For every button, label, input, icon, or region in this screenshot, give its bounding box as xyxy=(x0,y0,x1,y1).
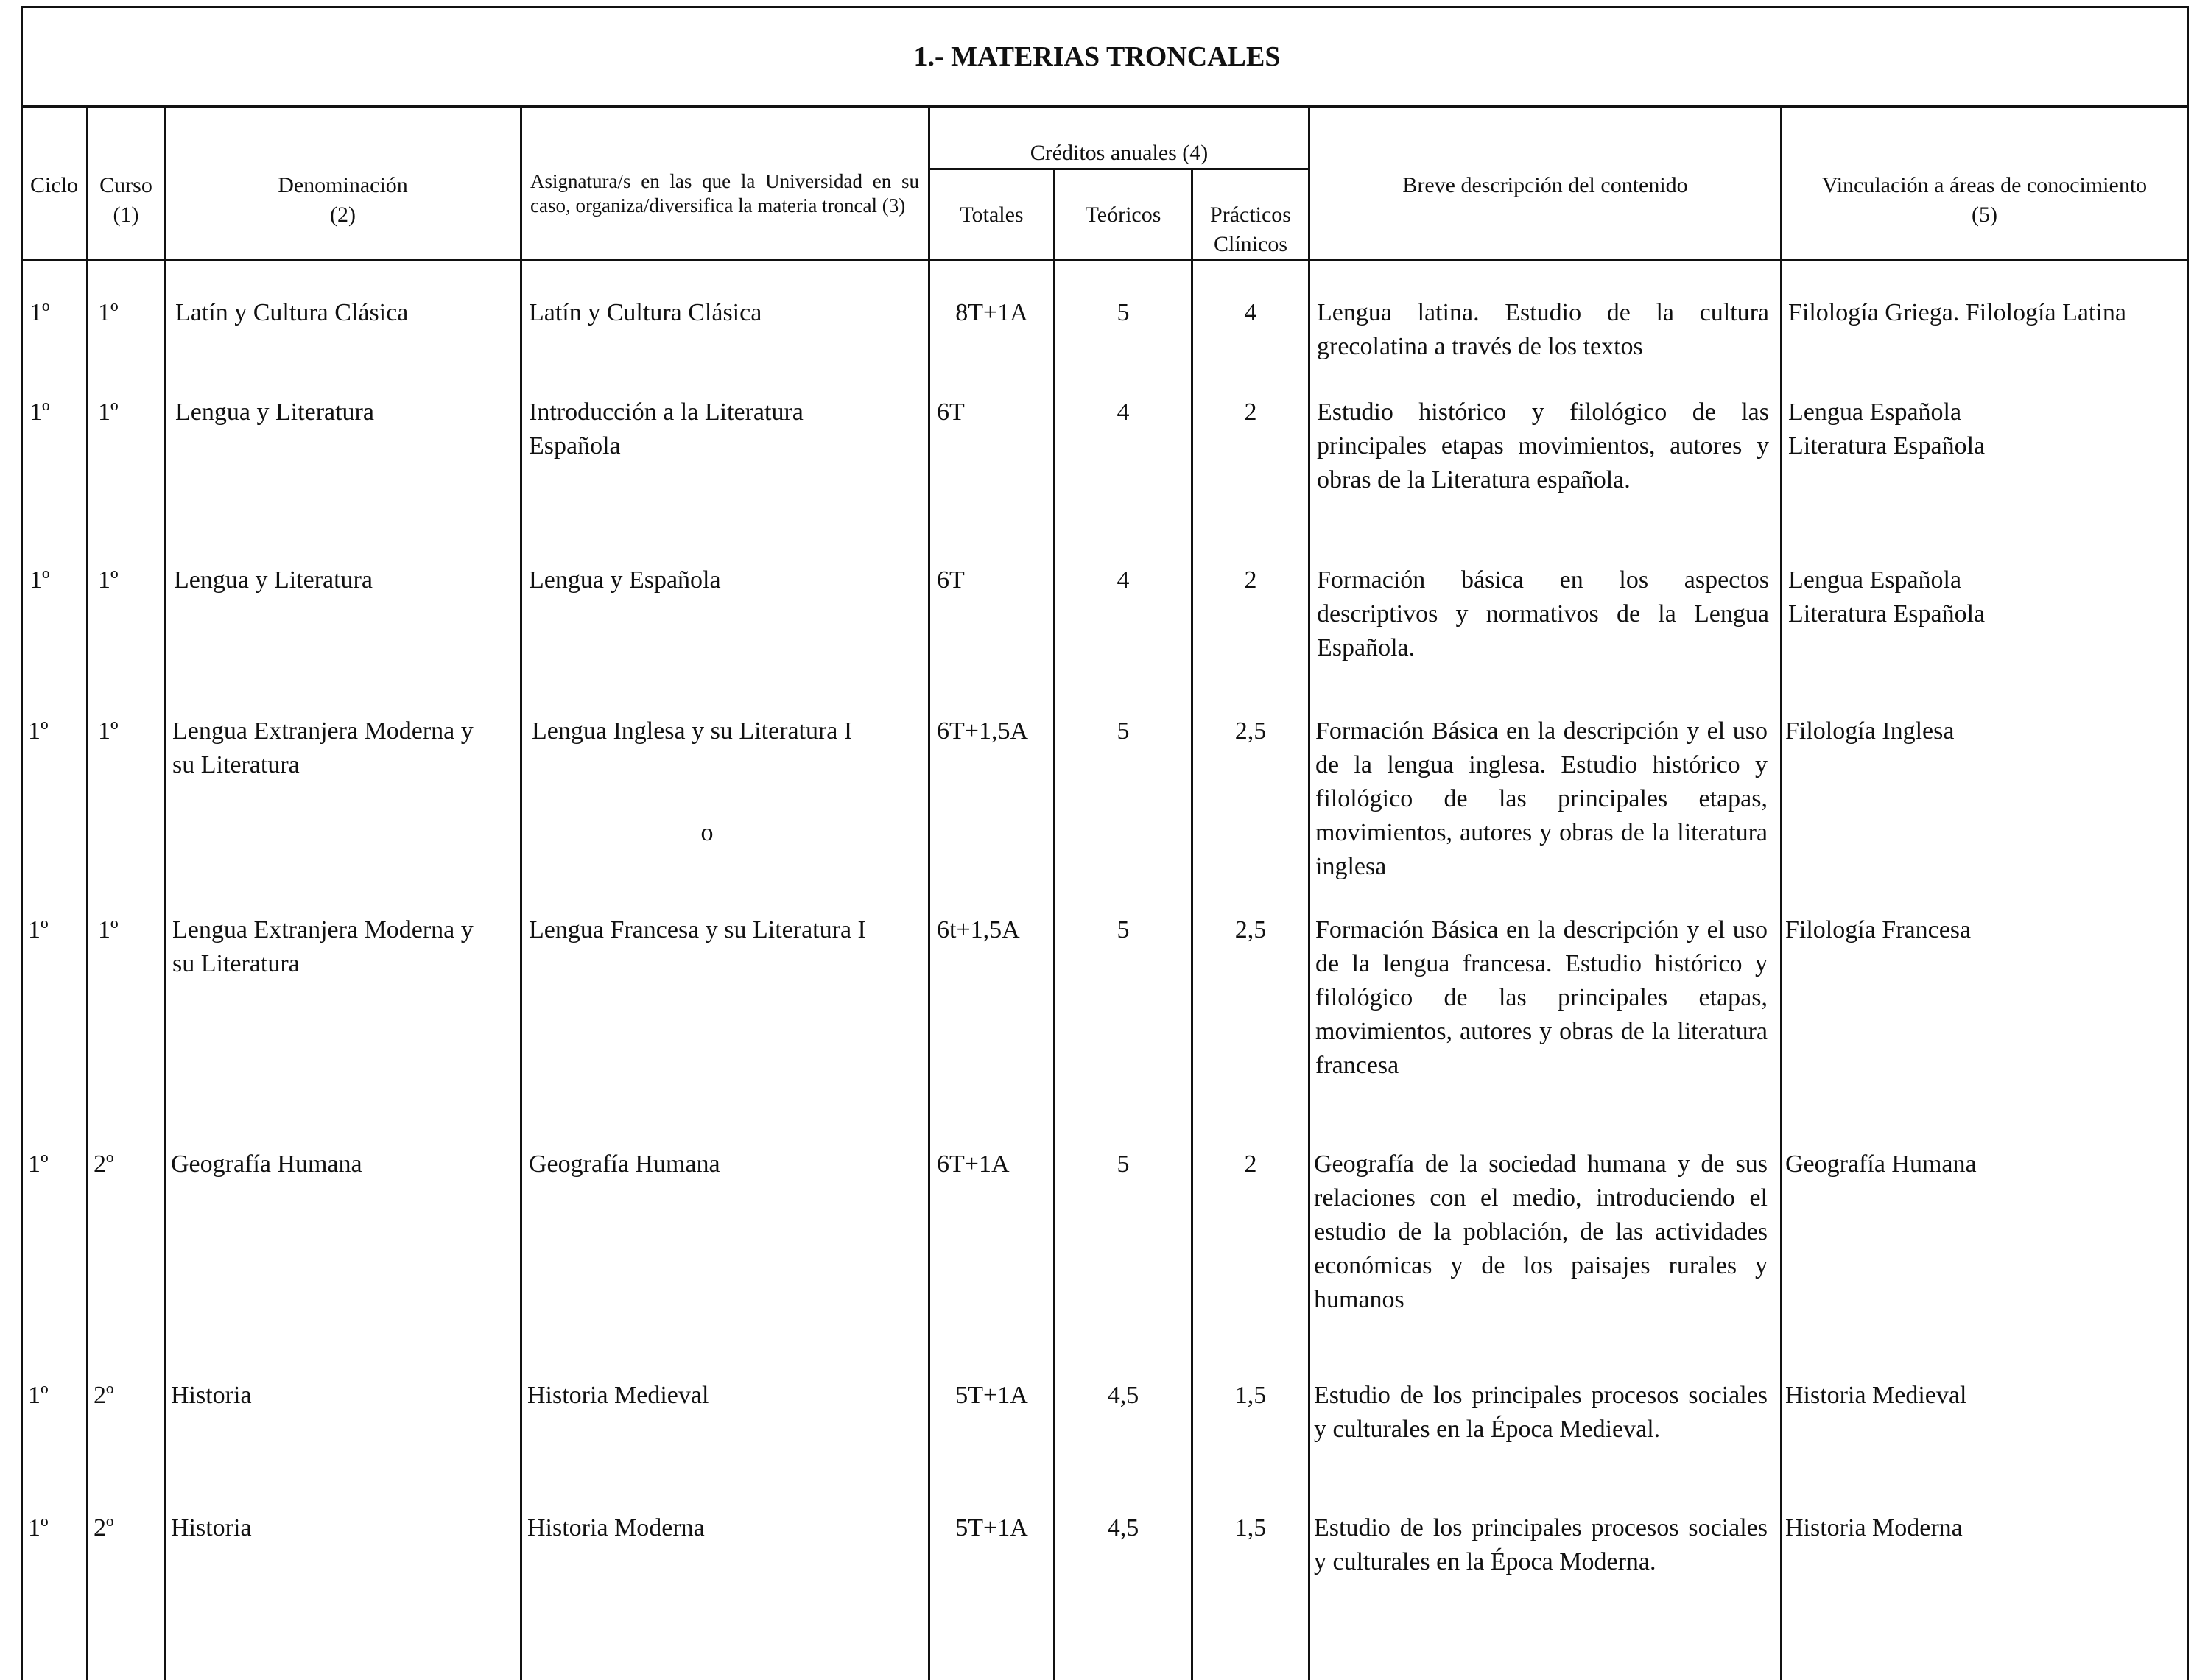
header-descripcion: Breve descripción del contenido xyxy=(1402,173,1688,197)
cell-asignatura-line: Introducción a la Literatura xyxy=(529,398,804,426)
cell-asignatura-extra: o xyxy=(700,819,714,846)
cell-practicos: 1,5 xyxy=(1234,1382,1267,1409)
cell-totales: 6T+1,5A xyxy=(937,717,1028,745)
cell-descripcion: Geografía de la sociedad humana y de sus relaciones con el medio, introduciendo el estudio de la población, de las actividades económicas y de los paisajes rurales y humanos xyxy=(1314,1150,1768,1313)
header-asignatura: Asignatura/s en las que la Universidad en su caso, organiza/diversifica la materia troncal (3) xyxy=(530,170,919,217)
cell-curso: 1º xyxy=(98,566,119,594)
cell-asignatura-line: Española xyxy=(529,432,621,460)
header-totales: Totales xyxy=(960,203,1024,227)
cell-practicos: 2 xyxy=(1244,566,1257,594)
cell-descripcion: Formación básica en los aspectos descriptivos y normativos de la Lengua Española. xyxy=(1317,566,1769,661)
cell-practicos: 2,5 xyxy=(1234,916,1267,943)
cell-denominacion-line: Lengua Extranjera Moderna y xyxy=(172,717,474,745)
cell-asignatura: Lengua Inglesa y su Literatura I xyxy=(532,717,853,745)
cell-vinculacion: Filología Francesa xyxy=(1785,916,1972,943)
cell-ciclo: 1º xyxy=(28,717,49,745)
cell-descripcion: Estudio de los principales procesos sociales y culturales en la Época Medieval. xyxy=(1314,1382,1768,1443)
cell-vinculacion-line: Lengua Española xyxy=(1788,566,1962,594)
cell-totales: 8T+1A xyxy=(955,299,1028,326)
cell-asignatura: Lengua Francesa y su Literatura I xyxy=(529,916,866,943)
cell-curso: 2º xyxy=(94,1150,114,1178)
header-curso-note: (1) xyxy=(113,203,139,227)
cell-totales: 6t+1,5A xyxy=(937,916,1020,943)
header-denominacion-label: Denominación xyxy=(278,173,408,197)
cell-ciclo: 1º xyxy=(29,398,50,426)
cell-asignatura: Lengua y Española xyxy=(529,566,721,594)
creditos-subheader-line xyxy=(928,168,1309,170)
col-line-asignatura xyxy=(928,105,930,1680)
header-curso xyxy=(88,171,164,230)
cell-denominacion-line: Lengua Extranjera Moderna y xyxy=(172,916,474,943)
cell-curso: 1º xyxy=(98,299,119,326)
cell-denominacion: Lengua y Literatura xyxy=(174,566,373,594)
cell-vinculacion: Geografía Humana xyxy=(1785,1150,1977,1178)
cell-curso: 1º xyxy=(98,398,119,426)
col-line-curso xyxy=(164,105,166,1680)
header-practicos xyxy=(1193,200,1308,259)
cell-vinculacion: Historia Medieval xyxy=(1785,1382,1967,1409)
table-top-border xyxy=(21,6,2189,8)
header-curso-label: Curso xyxy=(99,173,152,197)
cell-vinculacion xyxy=(1788,396,1985,463)
cell-ciclo: 1º xyxy=(28,916,49,943)
col-line-descripcion xyxy=(1780,105,1782,1680)
cell-denominacion: Historia xyxy=(171,1514,252,1542)
cell-descripcion: Estudio de los principales procesos sociales y culturales en la Época Moderna. xyxy=(1314,1514,1768,1575)
cell-denominacion: Geografía Humana xyxy=(171,1150,362,1178)
cell-teoricos: 4,5 xyxy=(1107,1382,1139,1409)
cell-vinculacion-line: Literatura Española xyxy=(1788,432,1986,460)
header-vinculacion-note: (5) xyxy=(1972,203,1997,227)
cell-descripcion: Estudio histórico y filológico de las principales etapas movimientos, autores y obras de la Literatura española. xyxy=(1317,398,1769,493)
cell-practicos: 1,5 xyxy=(1234,1514,1267,1542)
cell-descripcion: Lengua latina. Estudio de la cultura grecolatina a través de los textos xyxy=(1317,299,1769,360)
cell-vinculacion xyxy=(1788,563,1985,631)
cell-curso: 2º xyxy=(94,1382,114,1409)
header-clinicos-label: Clínicos xyxy=(1213,232,1287,256)
cell-curso: 2º xyxy=(94,1514,114,1542)
cell-totales: 6T xyxy=(937,566,965,594)
header-vinculacion xyxy=(1782,171,2187,230)
cell-ciclo: 1º xyxy=(29,299,50,326)
header-teoricos: Teóricos xyxy=(1085,203,1161,227)
header-separator xyxy=(21,259,2189,261)
cell-denominacion xyxy=(172,714,474,782)
cell-practicos: 4 xyxy=(1244,299,1257,326)
cell-denominacion: Lengua y Literatura xyxy=(175,398,374,426)
col-line-practicos xyxy=(1308,105,1310,1680)
cell-vinculacion: Filología Griega. Filología Latina xyxy=(1788,299,2126,326)
cell-denominacion-line: su Literatura xyxy=(172,950,300,977)
cell-teoricos: 4,5 xyxy=(1107,1514,1139,1542)
cell-descripcion: Formación Básica en la descripción y el uso de la lengua francesa. Estudio histórico y filológico de las principales etapas, movimientos, autores y obras de la literatura francesa xyxy=(1315,916,1768,1079)
cell-practicos: 2 xyxy=(1244,1150,1257,1178)
cell-totales: 6T xyxy=(937,398,965,426)
cell-asignatura: Historia Moderna xyxy=(527,1514,705,1542)
cell-teoricos: 4 xyxy=(1117,398,1130,426)
cell-teoricos: 4 xyxy=(1117,566,1130,594)
header-ciclo: Ciclo xyxy=(30,173,78,197)
header-practicos-label: Prácticos xyxy=(1210,203,1291,227)
col-line-denominacion xyxy=(520,105,522,1680)
cell-asignatura: Latín y Cultura Clásica xyxy=(529,299,762,326)
cell-denominacion: Historia xyxy=(171,1382,252,1409)
cell-descripcion: Formación Básica en la descripción y el uso de la lengua inglesa. Estudio histórico y filológico de las principales etapas, movimientos, autores y obras de la literatura inglesa xyxy=(1315,717,1768,880)
title-separator xyxy=(21,105,2189,108)
cell-vinculacion-line: Literatura Española xyxy=(1788,600,1986,628)
cell-ciclo: 1º xyxy=(28,1150,49,1178)
table-left-border xyxy=(21,6,23,1680)
cell-asignatura xyxy=(529,396,804,463)
cell-practicos: 2,5 xyxy=(1234,717,1267,745)
cell-totales: 5T+1A xyxy=(955,1382,1028,1409)
cell-teoricos: 5 xyxy=(1117,299,1130,326)
cell-vinculacion-line: Lengua Española xyxy=(1788,398,1962,426)
header-vinculacion-label: Vinculación a áreas de conocimiento xyxy=(1821,173,2148,197)
cell-denominacion: Latín y Cultura Clásica xyxy=(175,299,409,326)
table-right-border xyxy=(2187,6,2189,1680)
col-line-ciclo xyxy=(86,105,88,1680)
cell-vinculacion: Filología Inglesa xyxy=(1785,717,1955,745)
cell-ciclo: 1º xyxy=(28,1514,49,1542)
cell-asignatura: Historia Medieval xyxy=(527,1382,709,1409)
cell-teoricos: 5 xyxy=(1117,916,1130,943)
page-title: 1.- MATERIAS TRONCALES xyxy=(913,41,1281,72)
cell-denominacion-line: su Literatura xyxy=(172,751,300,779)
cell-practicos: 2 xyxy=(1244,398,1257,426)
header-creditos: Créditos anuales (4) xyxy=(1030,141,1209,165)
cell-curso: 1º xyxy=(98,717,119,745)
cell-ciclo: 1º xyxy=(28,1382,49,1409)
cell-asignatura: Geografía Humana xyxy=(529,1150,720,1178)
cell-curso: 1º xyxy=(98,916,119,943)
cell-totales: 5T+1A xyxy=(955,1514,1028,1542)
cell-teoricos: 5 xyxy=(1117,717,1130,745)
cell-denominacion xyxy=(172,913,474,981)
cell-vinculacion: Historia Moderna xyxy=(1785,1514,1963,1542)
header-denominacion-note: (2) xyxy=(330,203,356,227)
cell-totales: 6T+1A xyxy=(937,1150,1010,1178)
header-denominacion xyxy=(166,171,520,230)
cell-teoricos: 5 xyxy=(1117,1150,1130,1178)
cell-ciclo: 1º xyxy=(29,566,50,594)
